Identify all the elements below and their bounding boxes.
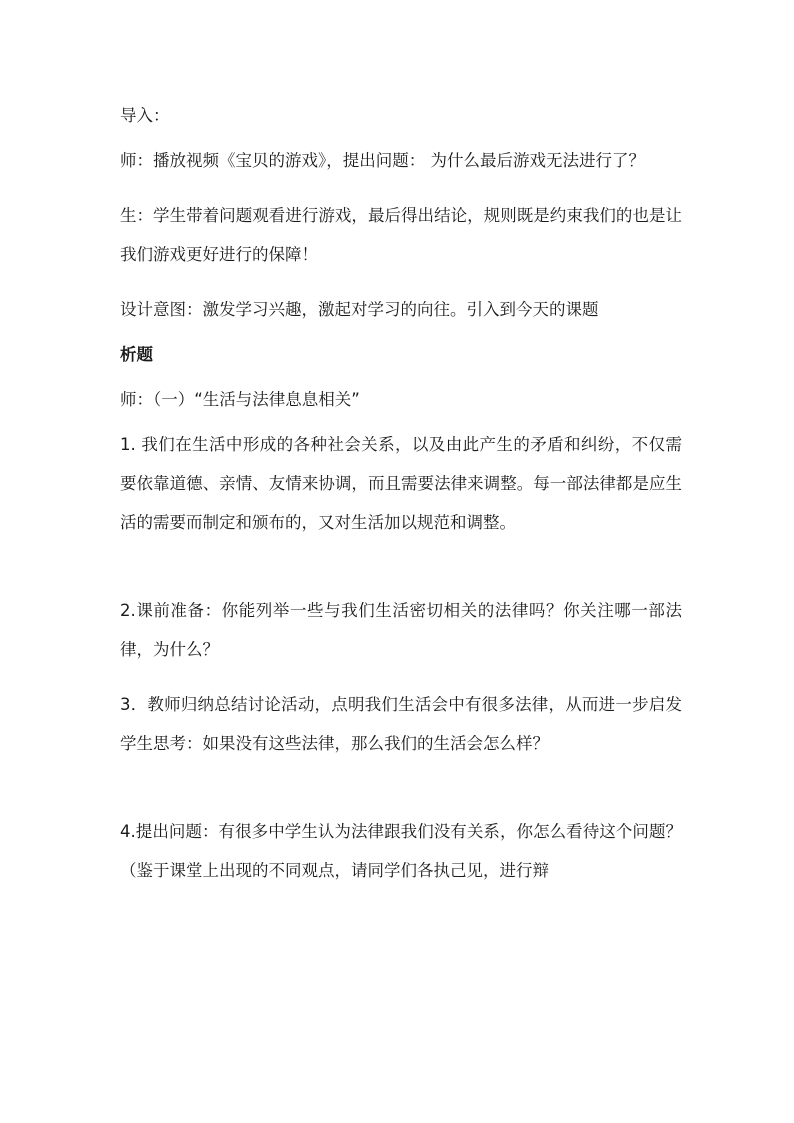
- intro-heading: 导入：: [120, 106, 170, 125]
- student-response: 生：学生带着问题观看进行游戏，最后得出结论，规则既是约束我们的也是让我们游戏更好进行的保障！: [120, 206, 682, 264]
- point-3: 3．教师归纳总结讨论活动，点明我们生活会中有很多法律，从而进一步启发学生思考：如果没有这些法律，那么我们的生活会怎么样？: [120, 695, 682, 753]
- analysis-heading: 析题: [120, 345, 153, 364]
- design-intent: 设计意图：激发学习兴趣，激起对学习的向往。引入到今天的课题: [120, 300, 599, 319]
- document-body: [120, 96, 682, 890]
- point-2: 2.课前准备：你能列举一些与我们生活密切相关的法律吗？你关注哪一部法律，为什么？: [120, 601, 682, 659]
- point-1: 1. 我们在生活中形成的各种社会关系，以及由此产生的矛盾和纠纷，不仅需要依靠道德、亲情、友情来协调，而且需要法律来调整。每一部法律都是应生活的需要而制定和颁布的，又对生活加以规范和调整。: [120, 435, 682, 532]
- point-4: 4.提出问题：有很多中学生认为法律跟我们没有关系，你怎么看待这个问题？（鉴于课堂上出现的不同观点，请同学们各执己见，进行辩: [120, 822, 682, 880]
- teacher-section-one: 师：（一）“生活与法律息息相关”: [120, 390, 360, 409]
- teacher-question: 师：播放视频《宝贝的游戏》，提出问题： 为什么最后游戏无法进行了？: [120, 151, 645, 170]
